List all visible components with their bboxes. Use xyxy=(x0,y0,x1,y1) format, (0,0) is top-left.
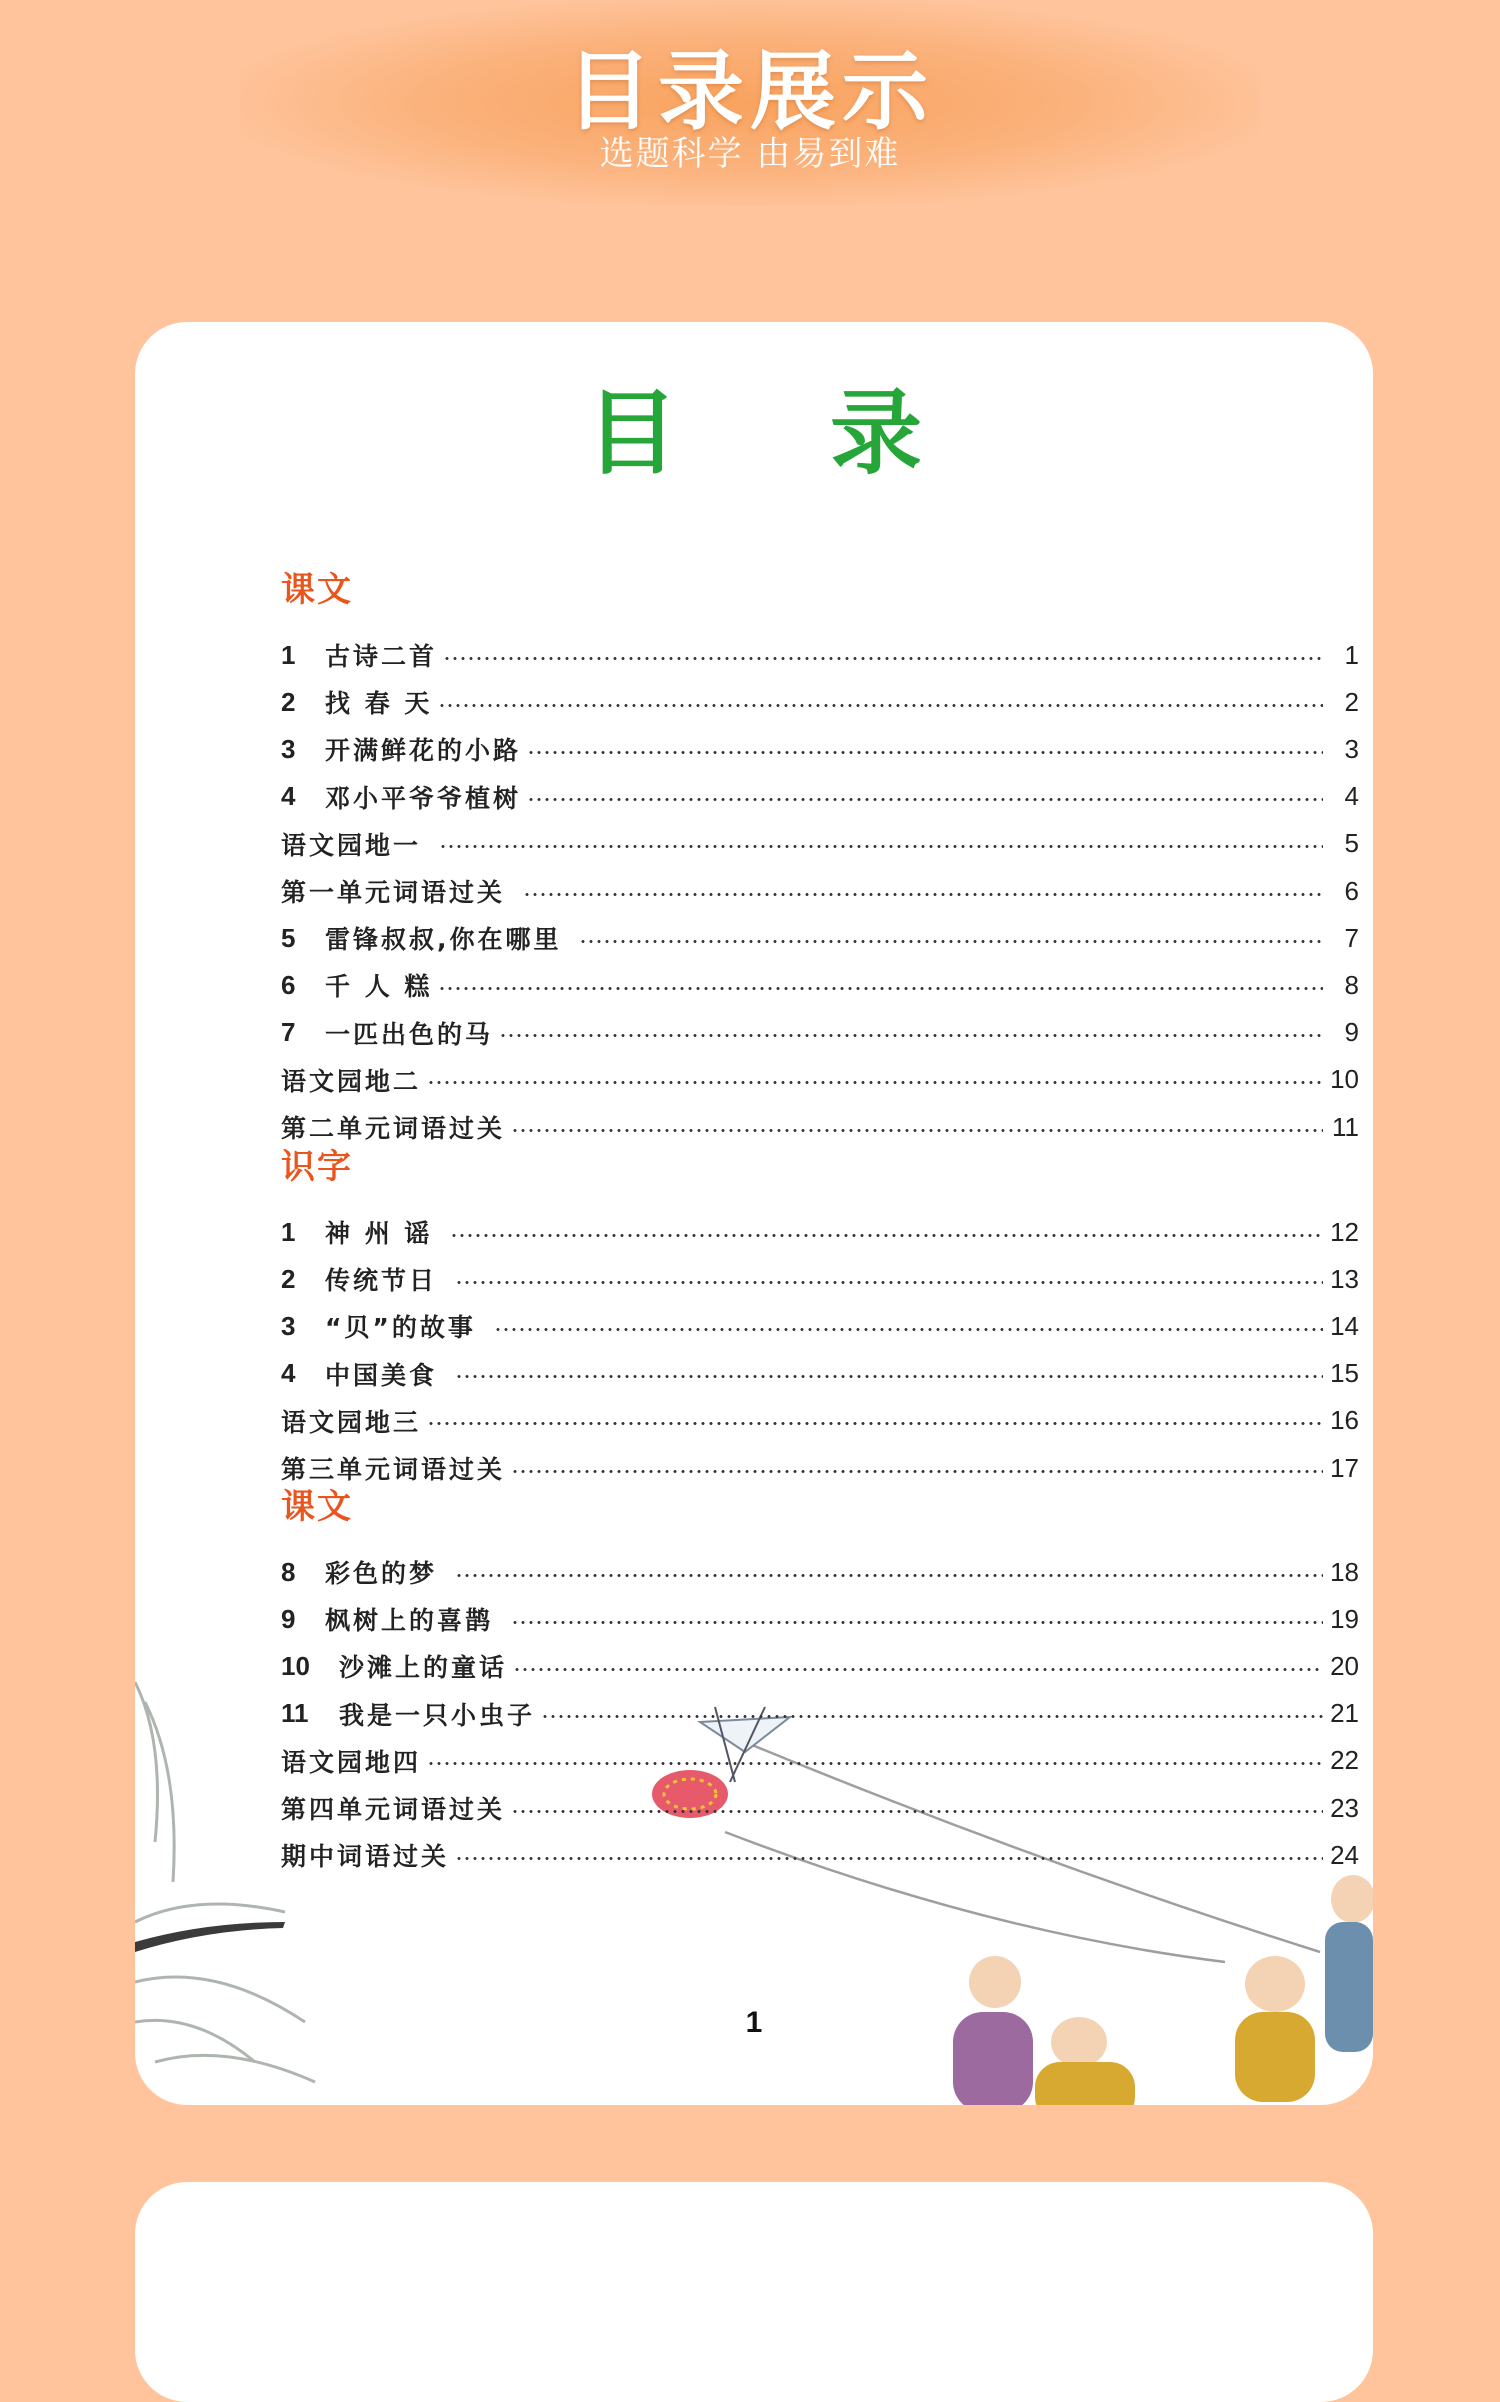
section-heading: 课文 xyxy=(281,1487,353,1527)
toc-entry[interactable] xyxy=(281,1552,1359,1592)
entry-title: 枫树上的喜鹊 xyxy=(325,1606,505,1636)
entry-page: 18 xyxy=(1330,1556,1359,1587)
toc-entry[interactable] xyxy=(281,1354,1359,1394)
entry-number: 3 xyxy=(281,733,296,764)
entry-title: 古诗二首 xyxy=(325,642,438,671)
toc-entry[interactable] xyxy=(281,729,1359,769)
entry-page: 15 xyxy=(1330,1358,1359,1389)
dot-leader xyxy=(439,845,1323,848)
entry-title: 第一单元词语过关 xyxy=(281,878,517,907)
entry-page: 4 xyxy=(1344,781,1359,812)
toc-entry[interactable] xyxy=(281,1401,1359,1441)
dot-leader xyxy=(427,1081,1323,1084)
toc-entry[interactable] xyxy=(281,1306,1359,1346)
dot-leader xyxy=(427,1762,1323,1765)
toc-entry[interactable] xyxy=(281,682,1359,722)
entry-page: 3 xyxy=(1344,733,1359,764)
toc-entry[interactable] xyxy=(281,1599,1359,1639)
entry-page: 17 xyxy=(1330,1452,1359,1483)
entry-title: 第二单元词语过关 xyxy=(281,1114,506,1143)
toc-entry[interactable] xyxy=(281,1107,1359,1147)
dot-leader xyxy=(511,1621,1323,1624)
section-heading: 识字 xyxy=(281,1147,353,1187)
entry-number: 3 xyxy=(281,1310,296,1341)
entry-title: 传统节日 xyxy=(325,1266,449,1296)
toc-entry[interactable] xyxy=(281,824,1359,864)
entry-title: 神 州 谣 xyxy=(325,1219,445,1248)
entry-number: 2 xyxy=(281,1263,296,1294)
entry-number: 2 xyxy=(281,686,296,717)
entry-title: 语文园地一 xyxy=(281,830,433,860)
entry-title: 我是一只小虫子 xyxy=(339,1700,536,1730)
entry-title: 语文园地三 xyxy=(281,1407,422,1437)
entry-page: 2 xyxy=(1344,686,1359,717)
dot-leader xyxy=(438,987,1323,990)
branch-shape xyxy=(135,1922,285,1952)
dot-leader xyxy=(455,1574,1323,1577)
entry-page: 20 xyxy=(1330,1650,1359,1681)
entry-number: 4 xyxy=(281,1358,296,1389)
entry-number: 4 xyxy=(281,781,296,812)
entry-number: 10 xyxy=(281,1650,310,1681)
section-heading: 课文 xyxy=(281,570,353,610)
entry-page: 6 xyxy=(1344,875,1359,906)
dot-leader xyxy=(438,704,1323,707)
dot-leader xyxy=(511,1470,1323,1473)
toc-title: 目 录 xyxy=(585,380,983,487)
entry-page: 24 xyxy=(1330,1839,1359,1870)
entry-title: “贝”的故事 xyxy=(325,1313,488,1343)
toc-entry[interactable] xyxy=(281,871,1359,911)
entry-page: 19 xyxy=(1330,1603,1359,1634)
entry-page: 1 xyxy=(1344,639,1359,670)
entry-title: 开满鲜花的小路 xyxy=(325,736,522,766)
banner-title: 目录展示 xyxy=(566,42,934,142)
entry-number: 11 xyxy=(281,1698,309,1729)
dot-leader xyxy=(523,893,1323,896)
toc-entry[interactable] xyxy=(281,1835,1359,1875)
entry-page: 12 xyxy=(1330,1216,1359,1247)
entry-page: 22 xyxy=(1330,1745,1359,1776)
entry-title: 彩色的梦 xyxy=(325,1559,449,1588)
entry-page: 13 xyxy=(1330,1263,1359,1294)
dot-leader xyxy=(527,798,1323,801)
entry-title: 第四单元词语过关 xyxy=(281,1795,506,1824)
entry-page: 9 xyxy=(1344,1017,1359,1048)
toc-entry[interactable] xyxy=(281,777,1359,817)
toc-entry[interactable] xyxy=(281,1646,1359,1686)
entry-title: 第三单元词语过关 xyxy=(281,1455,506,1484)
dot-leader xyxy=(455,1375,1323,1378)
dot-leader xyxy=(579,940,1323,943)
dot-leader xyxy=(455,1281,1323,1284)
dot-leader xyxy=(511,1129,1323,1132)
toc-entry[interactable] xyxy=(281,1212,1359,1252)
toc-entry[interactable] xyxy=(281,965,1359,1005)
dot-leader xyxy=(494,1328,1323,1331)
entry-number: 6 xyxy=(281,969,296,1000)
entry-page: 14 xyxy=(1330,1310,1359,1341)
entry-title: 邓小平爷爷植树 xyxy=(325,783,522,813)
header-banner xyxy=(240,0,1260,205)
entry-page: 21 xyxy=(1330,1698,1359,1729)
toc-entry[interactable] xyxy=(281,1788,1359,1828)
dot-leader xyxy=(450,1234,1323,1237)
toc-entry[interactable] xyxy=(281,1694,1359,1734)
dot-leader xyxy=(443,657,1323,660)
next-card xyxy=(135,2182,1373,2402)
dot-leader xyxy=(511,1810,1323,1813)
dot-leader xyxy=(499,1034,1323,1037)
dot-leader xyxy=(427,1422,1323,1425)
entry-number: 5 xyxy=(281,922,296,953)
entry-title: 期中词语过关 xyxy=(281,1842,450,1872)
toc-entry[interactable] xyxy=(281,918,1359,958)
entry-page: 7 xyxy=(1344,922,1359,953)
entry-title: 雷锋叔叔,你在哪里 xyxy=(325,925,574,955)
entry-title: 中国美食 xyxy=(325,1360,449,1390)
entry-page: 8 xyxy=(1344,969,1359,1000)
entry-number: 1 xyxy=(281,1216,296,1247)
dot-leader xyxy=(541,1715,1323,1718)
entry-title: 找 春 天 xyxy=(325,689,433,719)
page-number: 1 xyxy=(745,2006,763,2039)
entry-number: 1 xyxy=(281,639,296,670)
toc-card xyxy=(135,322,1373,2105)
entry-number: 9 xyxy=(281,1603,296,1634)
toc-entry[interactable] xyxy=(281,1259,1359,1299)
entry-page: 16 xyxy=(1330,1405,1359,1436)
entry-number: 7 xyxy=(281,1017,296,1048)
toc-entry[interactable] xyxy=(281,635,1359,675)
entry-page: 5 xyxy=(1344,828,1359,859)
toc-entry[interactable] xyxy=(281,1060,1359,1100)
entry-title: 一匹出色的马 xyxy=(325,1019,494,1049)
entry-page: 10 xyxy=(1330,1064,1359,1095)
entry-title: 沙滩上的童话 xyxy=(339,1653,508,1683)
entry-page: 23 xyxy=(1330,1792,1359,1823)
dot-leader xyxy=(513,1668,1323,1671)
entry-title: 语文园地四 xyxy=(281,1747,422,1777)
banner-subtitle: 选题科学 由易到难 xyxy=(599,134,901,174)
dot-leader xyxy=(527,751,1323,754)
toc-entry[interactable] xyxy=(281,1741,1359,1781)
toc-entry[interactable] xyxy=(281,1013,1359,1053)
entry-title: 千 人 糕 xyxy=(325,972,433,1002)
entry-number: 8 xyxy=(281,1556,296,1587)
dot-leader xyxy=(455,1857,1323,1860)
entry-page: 11 xyxy=(1332,1111,1359,1142)
entry-title: 语文园地二 xyxy=(281,1066,422,1096)
toc-entry[interactable] xyxy=(281,1448,1359,1488)
